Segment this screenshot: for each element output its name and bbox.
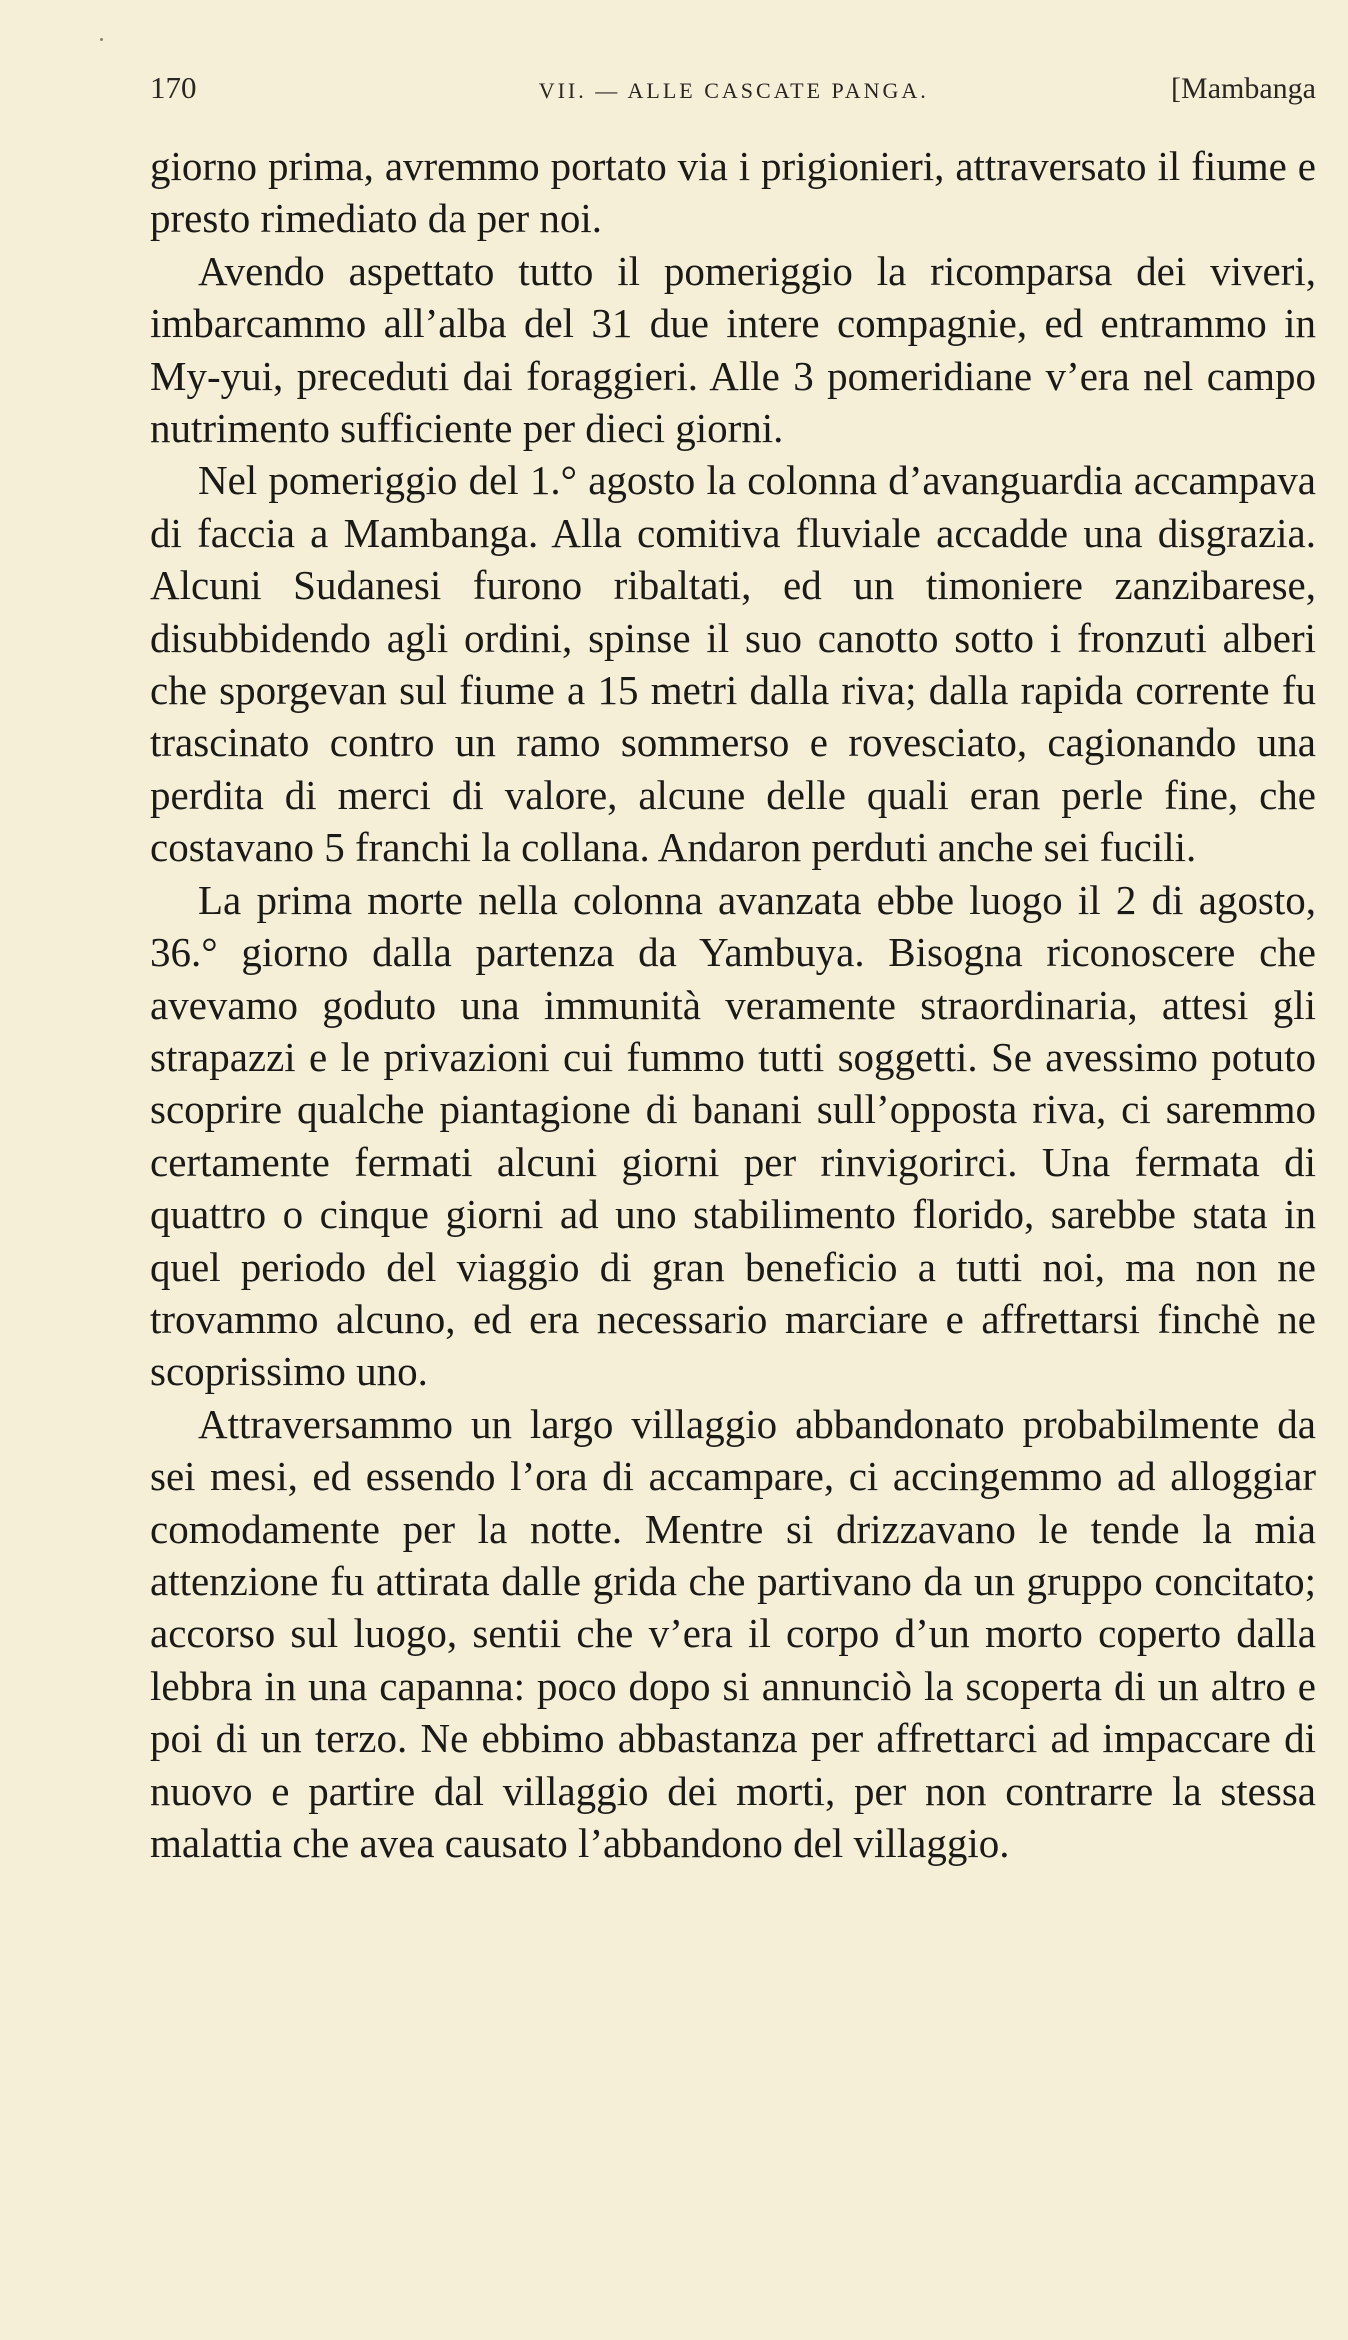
body-text bbox=[150, 140, 1316, 1869]
paragraph-1: giorno prima, avremmo portato via i prigionieri, attraversato il fiume e presto rimediato da per noi. bbox=[150, 143, 1316, 242]
paragraph-5: Attraversammo un largo villaggio abbandonato probabilmente da sei mesi, ed essendo l’ora di accampare, ci accingemmo ad alloggiar comodamente per la notte. Mentre si drizzavano le tende la mia attenzione fu attirata dalle grida che partivano da un gruppo concitato; accorso sul luogo, sentii che v’era il corpo d’un morto coperto dalla lebbra in una capanna: poco dopo si annunciò la scoperta di un altro e poi di un terzo. Ne ebbimo abbastanza per affrettarci ad impaccare di nuovo e partire dal villaggio dei morti, per non contrarre la stessa malattia che avea causato l’abbandono del villaggio. bbox=[150, 1400, 1316, 1866]
paper-speck bbox=[100, 38, 103, 41]
running-header bbox=[150, 70, 1316, 120]
section-name: [Mambanga bbox=[1171, 72, 1316, 105]
running-title: VII. — ALLE CASCATE PANGA. bbox=[538, 78, 929, 103]
paragraph-4: La prima morte nella colonna avanzata ebbe luogo il 2 di agosto, 36.° giorno dalla partenza da Yambuya. Bisogna riconoscere che avevamo goduto una immunità veramente straordinaria, attesi gli strapazzi e le privazioni cui fummo tutti soggetti. Se avessimo potuto scoprire qualche piantagione di banani sull’opposta riva, ci saremmo certamente fermati alcuni giorni per rinvigorirci. Una fermata di quattro o cinque giorni ad uno stabilimento florido, sarebbe stata in quel periodo del viaggio di gran beneficio a tutti noi, ma non ne trovammo alcuno, ed era necessario marciare e affrettarsi finchè ne scoprissimo uno. bbox=[150, 876, 1316, 1395]
paragraph-3: Nel pomeriggio del 1.° agosto la colonna d’avanguardia accampava di faccia a Mambanga. Alla comitiva fluviale accadde una disgrazia. Alcuni Sudanesi furono ribaltati, ed un timoniere zanzibarese, disubbidendo agli ordini, spinse il suo canotto sotto i fronzuti alberi che sporgevan sul fiume a 15 metri dalla riva; dalla rapida corrente fu trascinato contro un ramo sommerso e rovesciato, cagionando una perdita di merci di valore, alcune delle quali eran perle fine, che costavano 5 franchi la collana. Andaron perduti anche sei fucili. bbox=[150, 457, 1316, 871]
page-number: 170 bbox=[150, 70, 197, 105]
paragraph-2: Avendo aspettato tutto il pomeriggio la ricomparsa dei viveri, imbarcammo all’alba del 31 due intere compagnie, ed entrammo in My-yui, preceduti dai foraggieri. Alle 3 pomeridiane v’era nel campo nutrimento sufficiente per dieci giorni. bbox=[150, 247, 1316, 452]
